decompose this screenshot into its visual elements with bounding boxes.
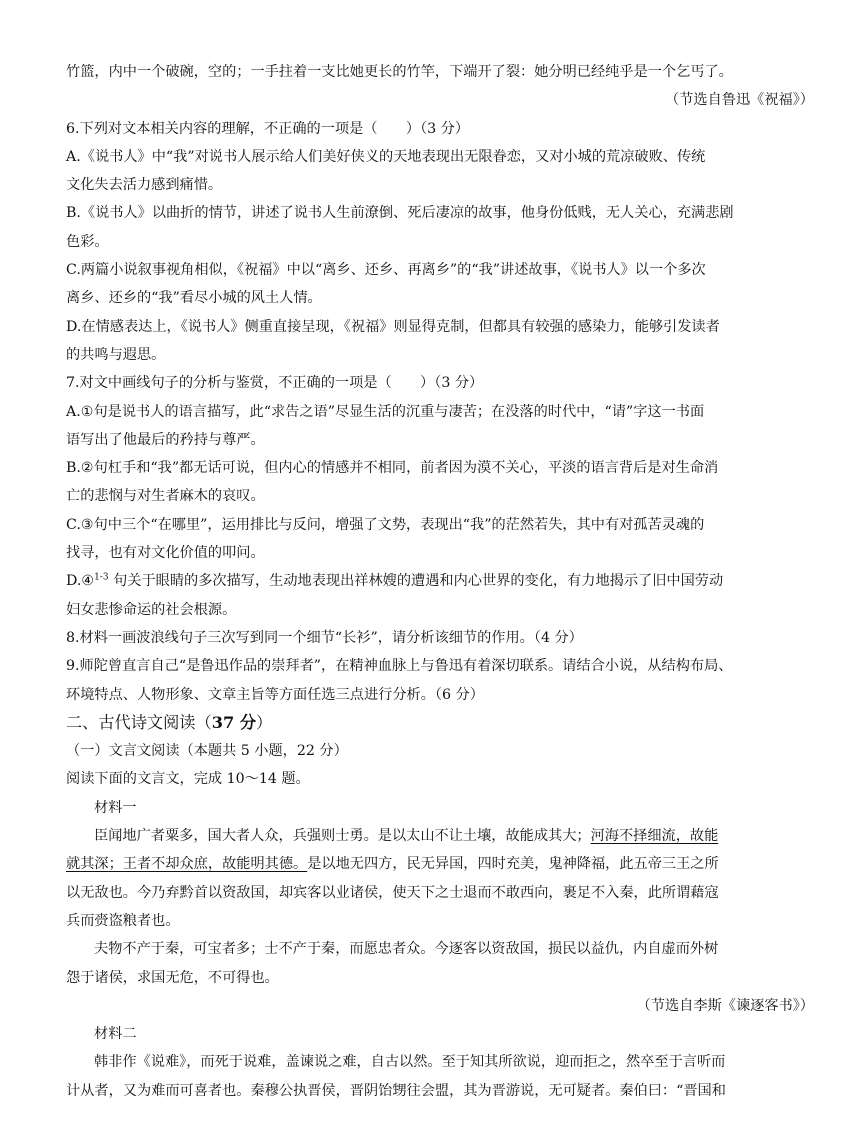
option-6a-cont: 文化失去活力感到痛惜。 <box>66 177 223 194</box>
option-7b: B.②句杠手和“我”都无话可说，但内心的情感并不相同，前者因为漠不关心，平淡的语言背后是对生命消 <box>66 460 719 477</box>
option-7d-cont: 妇女悲惨命运的社会根源。 <box>66 601 237 618</box>
passage-line: 计从者，又为难而可喜者也。秦穆公执晋侯，晋阴饴甥往会盟，其为晋游说，无可疑者。秦伯曰：“晋国和 <box>66 1082 726 1099</box>
option-6b: B.《说书人》以曲折的情节，讲述了说书人生前潦倒、死后凄凉的故事，他身份低贱，无人关心，充满悲剧 <box>66 205 734 222</box>
option-6c: C.两篇小说叙事视角相似，《祝福》中以“离乡、还乡、再离乡”的“我”讲述故事，《说书人》以一个多次 <box>66 262 706 279</box>
passage-line <box>66 850 820 878</box>
passage-text: 是以地无四方，民无异国，四时充美，鬼神降福，此五帝三王之所 <box>307 856 719 873</box>
material-one-label: 材料一 <box>94 799 137 816</box>
question-9-cont: 环境特点、人物形象、文章主旨等方面任选三点进行分析。（6 分） <box>66 686 484 703</box>
source-citation: （节选自鲁迅《祝福》） <box>665 92 814 109</box>
option-6d-cont: 的共鸣与遐思。 <box>66 346 166 363</box>
material-two-label: 材料二 <box>94 1026 137 1043</box>
option-7d <box>66 567 820 595</box>
question-8: 8.材料一画波浪线句子三次写到同一个细节“长衫”，请分析该细节的作用。（4 分） <box>66 629 583 646</box>
option-6a: A.《说书人》中“我”对说书人展示给人们美好侠义的天地表现出无限眷恋，又对小城的荒凉破败、传统 <box>66 148 706 165</box>
passage-line: 怨于诸侯，求国无危，不可得也。 <box>66 969 279 986</box>
option-7c: C.③句中三个“在哪里”，运用排比与反问，增强了文势，表现出“我”的茫然若失，其中有对孤苦灵魂的 <box>66 516 705 533</box>
option-7c-cont: 找寻，也有对文化价值的叩问。 <box>66 545 265 562</box>
underlined-sentence: 就其深；王者不却众庶，故能明其德。 <box>66 856 308 873</box>
text-line: 竹篮，内中一个破碗，空的；一手拄着一支比她更长的竹竿，下端开了裂：她分明已经纯乎是一个乞丐了。 <box>66 64 733 80</box>
passage-line: 兵而赍盗粮者也。 <box>66 912 180 929</box>
option-7d-superscript: 1-3 <box>94 572 109 583</box>
option-6b-cont: 色彩。 <box>66 233 109 250</box>
question-7: 7.对文中画线句子的分析与鉴赏，不正确的一项是（ ）（3 分） <box>66 375 484 392</box>
option-7a: A.①句是说书人的语言描写，此“求告之语”尽显生活的沉重与凄苦；在没落的时代中，“请”字这一书面 <box>66 403 705 420</box>
passage-text: 臣闻地广者粟多，国大者人众，兵强则士勇。是以太山不让土壤，故能成其大； <box>94 828 591 845</box>
section-heading <box>66 709 820 737</box>
passage-line <box>66 822 820 850</box>
source-citation: （节选自李斯《谏逐客书》） <box>636 997 814 1014</box>
reading-instruction: 阅读下面的文言文，完成 10～14 题。 <box>66 771 310 788</box>
section-heading-text: 二、古代诗文阅读（ <box>66 712 212 732</box>
option-7d-body: 句关于眼睛的多次描写，生动地表现出祥林嫂的遭遇和内心世界的变化，有力地揭示了旧中国劳动 <box>108 573 724 590</box>
passage-line: 韩非作《说难》，而死于说难，盖谏说之难，自古以然。至于知其所欲说，迎而拒之，然卒至于言听而 <box>94 1054 726 1071</box>
question-9: 9.师陀曾直言自己“是鲁迅作品的崇拜者”，在精神血脉上与鲁迅有着深切联系。请结合小说，从结构布局、 <box>66 658 733 675</box>
subsection-heading: （一）文言文阅读（本题共 5 小题，22 分） <box>66 743 348 760</box>
option-6c-cont: 离乡、还乡的“我”看尽小城的风土人情。 <box>66 290 322 307</box>
underlined-sentence: 河海不择细流，故能 <box>590 828 719 845</box>
option-7b-cont: 亡的悲悯与对生者麻木的哀叹。 <box>66 488 265 505</box>
section-heading-close: ） <box>256 712 273 732</box>
section-heading-score: 37 分 <box>211 712 257 732</box>
option-7a-cont: 语写出了他最后的矜持与尊严。 <box>66 431 265 448</box>
option-6d: D.在情感表达上，《说书人》侧重直接呈现，《祝福》则显得克制，但都具有较强的感染力，能够引发读者 <box>66 318 720 335</box>
passage-line: 夫物不产于秦，可宝者多；士不产于秦，而愿忠者众。今逐客以资敌国，损民以益仇，内自虚而外树 <box>94 941 719 958</box>
question-6: 6.下列对文本相关内容的理解，不正确的一项是（ ）（3 分） <box>66 120 470 137</box>
passage-line: 以无敌也。今乃弃黔首以资敌国，却宾客以业诸侯，使天下之士退而不敢西向，裹足不入秦，此所谓藉寇 <box>66 884 719 901</box>
option-7d-prefix: D.④ <box>66 573 95 590</box>
